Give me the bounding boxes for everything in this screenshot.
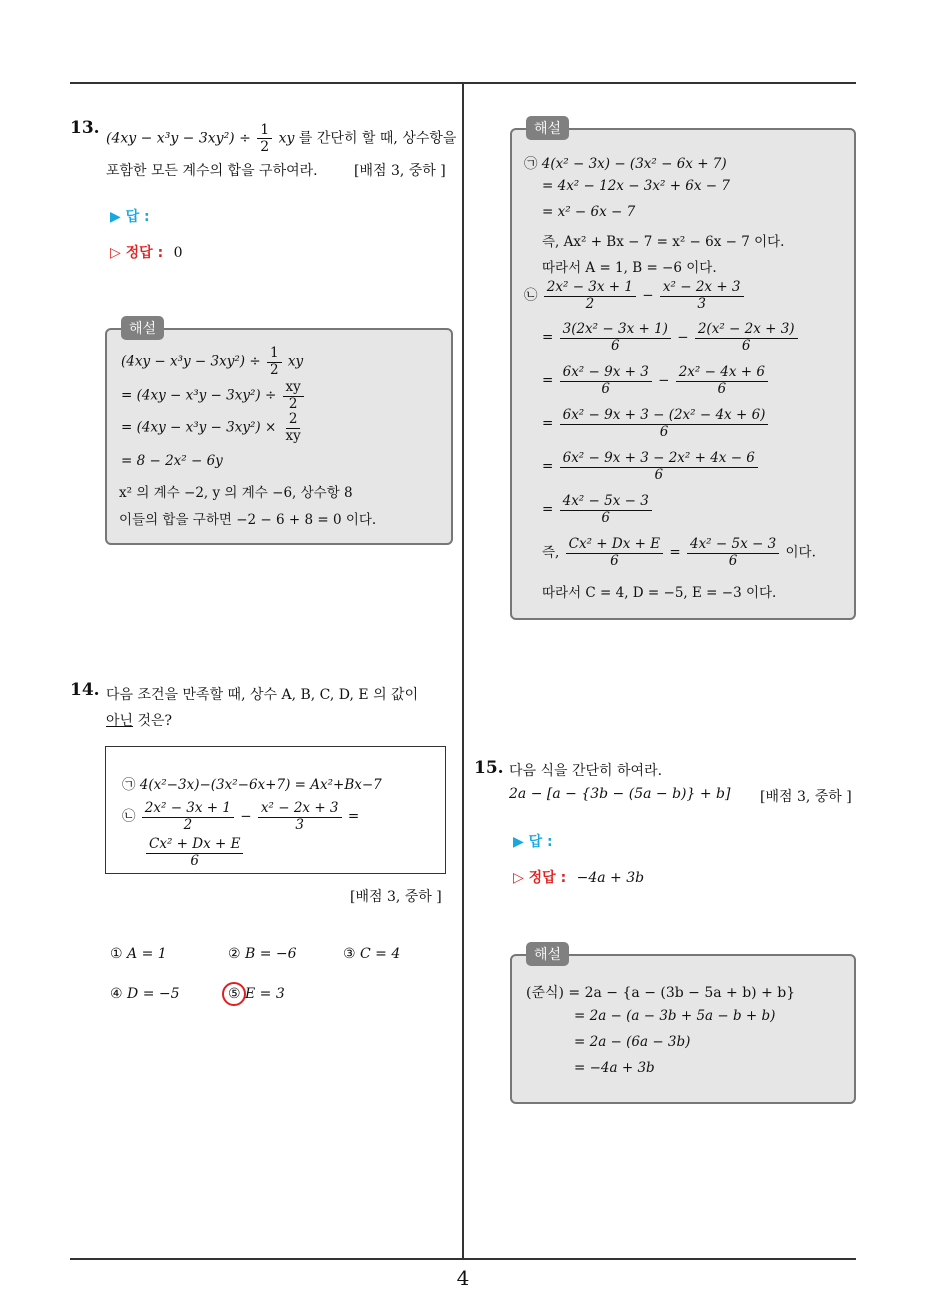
fraction-denominator: 2 bbox=[183, 816, 193, 833]
fraction-denominator: 2 bbox=[260, 139, 270, 156]
fraction-numerator: 1 bbox=[257, 122, 272, 139]
condition-2-mark: ㉡ bbox=[122, 808, 136, 825]
bottom-rule bbox=[70, 1258, 856, 1260]
solution-fraction bbox=[560, 451, 758, 483]
fraction-numerator: 2x² − 3x + 1 bbox=[544, 280, 636, 297]
solution-line-3 bbox=[121, 412, 306, 444]
question-15-correct bbox=[513, 867, 644, 887]
question-15-expr: 2a − [a − {3b − (5a − b)} + b] bbox=[509, 786, 731, 802]
solution-tag: 해설 bbox=[121, 316, 164, 340]
fraction-numerator: 6x² − 9x + 3 bbox=[560, 365, 652, 382]
question-13-expr: (4xy − x³y − 3xy²) ÷ bbox=[106, 130, 251, 147]
solution-expr-tail: xy bbox=[287, 353, 304, 370]
fraction-denominator: xy bbox=[285, 427, 301, 444]
fraction-denominator: 6 bbox=[717, 380, 727, 397]
fraction-denominator: 6 bbox=[190, 852, 200, 869]
fraction-numerator: 2(x² − 2x + 3) bbox=[695, 322, 798, 339]
condition-2-fraction-3 bbox=[146, 837, 243, 869]
fraction-numerator: x² − 2x + 3 bbox=[660, 280, 744, 297]
correct-value: −4a + 3b bbox=[576, 870, 645, 886]
question-15-solution-box bbox=[510, 947, 856, 1104]
solution-fraction bbox=[267, 346, 282, 378]
solution-line-7 bbox=[542, 322, 800, 354]
minus-sign: − bbox=[642, 287, 654, 304]
question-15-answer-label: ▶ 답 : bbox=[513, 834, 553, 850]
solution-line-4: = −4a + 3b bbox=[574, 1060, 655, 1076]
solution-line-9 bbox=[542, 408, 770, 440]
question-14-text2 bbox=[106, 710, 172, 730]
question-13-solution-box bbox=[105, 321, 453, 545]
equals-sign: = bbox=[542, 501, 554, 518]
fraction-denominator: 2 bbox=[288, 395, 298, 412]
question-13-expr-tail: xy bbox=[278, 130, 295, 147]
solution-fraction bbox=[695, 322, 798, 354]
question-14-condition-box bbox=[105, 746, 446, 874]
fraction-numerator: 3(2x² − 3x + 1) bbox=[560, 322, 671, 339]
solution-expr: 4(x² − 3x) − (3x² − 6x + 7) bbox=[541, 156, 727, 172]
correct-label: ▷ 정답 : bbox=[513, 870, 567, 886]
question-13-text2: 포함한 모든 계수의 합을 구하여라. bbox=[106, 163, 318, 179]
fraction-numerator: 2 bbox=[286, 412, 301, 429]
question-13-number: 13. bbox=[70, 118, 100, 138]
fraction-denominator: 6 bbox=[741, 337, 751, 354]
choice-1-text: A = 1 bbox=[127, 946, 167, 962]
solution-line-12 bbox=[542, 537, 816, 569]
question-13-line1 bbox=[106, 122, 456, 155]
minus-sign: − bbox=[658, 372, 670, 389]
equals-sign: = bbox=[542, 329, 554, 346]
choice-2-mark: ② bbox=[228, 946, 241, 962]
question-13-correct bbox=[110, 242, 183, 262]
choice-3[interactable] bbox=[343, 946, 400, 962]
solution-line-13: 따라서 C = 4, D = −5, E = −3 이다. bbox=[542, 585, 777, 601]
solution-tag: 해설 bbox=[526, 942, 569, 966]
solution-line-1 bbox=[121, 346, 303, 378]
choice-4-mark: ④ bbox=[110, 986, 123, 1002]
solution-fraction bbox=[676, 365, 768, 397]
fraction-numerator: 2x² − 3x + 1 bbox=[142, 801, 234, 818]
choice-5-text: E = 3 bbox=[245, 986, 285, 1002]
correct-label: ▷ 정답 : bbox=[110, 245, 164, 261]
fraction-denominator: 6 bbox=[610, 552, 619, 569]
equals-sign: = bbox=[669, 544, 681, 561]
solution-fraction bbox=[560, 365, 652, 397]
solution-line-6: 이들의 합을 구하면 −2 − 6 + 8 = 0 이다. bbox=[119, 512, 377, 528]
selected-answer-mark bbox=[222, 982, 246, 1006]
solution-line-3: = x² − 6x − 7 bbox=[542, 204, 636, 220]
solution-expr: = (4xy − x³y − 3xy²) × bbox=[121, 419, 277, 436]
solution-line-4: 즉, Ax² + Bx − 7 = x² − 6x − 7 이다. bbox=[542, 234, 785, 250]
solution-fraction bbox=[687, 537, 779, 569]
choice-2[interactable] bbox=[228, 946, 297, 962]
choice-3-mark: ③ bbox=[343, 946, 356, 962]
solution-line-5: 따라서 A = 1, B = −6 이다. bbox=[542, 260, 717, 276]
equals-sign: = bbox=[542, 415, 554, 432]
equals-sign: = bbox=[542, 372, 554, 389]
question-15-points: [배점 3, 중하 ] bbox=[760, 789, 852, 805]
fraction-numerator: 4x² − 5x − 3 bbox=[560, 494, 652, 511]
solution-line-4: = 8 − 2x² − 6y bbox=[121, 453, 223, 469]
solution-line-8 bbox=[542, 365, 770, 397]
fraction-denominator: 3 bbox=[295, 816, 304, 833]
fraction-numerator: xy bbox=[283, 380, 304, 397]
equals-sign: = bbox=[542, 458, 554, 475]
solution-fraction bbox=[560, 408, 769, 440]
fraction-numerator: 2x² − 4x + 6 bbox=[676, 365, 768, 382]
solution-line-3: = 2a − (6a − 3b) bbox=[574, 1034, 691, 1050]
question-14-underlined-word: 아닌 bbox=[106, 713, 134, 729]
solution-fraction bbox=[560, 322, 671, 354]
solution-line-2 bbox=[121, 380, 306, 412]
fraction-numerator: x² − 2x + 3 bbox=[258, 801, 342, 818]
fraction-numerator: Cx² + Dx + E bbox=[566, 537, 663, 554]
fraction-denominator: 6 bbox=[601, 380, 610, 397]
solution-expr: = (4xy − x³y − 3xy²) ÷ bbox=[121, 387, 277, 404]
solution-line-5: x² 의 계수 −2, y 의 계수 −6, 상수항 8 bbox=[119, 485, 353, 501]
fraction-denominator: 6 bbox=[610, 337, 620, 354]
solution-suffix: 이다. bbox=[785, 544, 816, 561]
fraction-numerator: 4x² − 5x − 3 bbox=[687, 537, 779, 554]
condition-2 bbox=[122, 801, 359, 833]
question-13-text1: 를 간단히 할 때, 상수항을 bbox=[298, 130, 457, 147]
fraction-numerator: 1 bbox=[267, 346, 282, 363]
question-14-solution-box bbox=[510, 121, 856, 620]
choice-1-mark: ① bbox=[110, 946, 123, 962]
solution-prefix: 즉, bbox=[542, 544, 560, 561]
page-number: 4 bbox=[456, 1266, 470, 1290]
fraction-denominator: 6 bbox=[654, 466, 664, 483]
solution-fraction bbox=[566, 537, 663, 569]
solution-fraction bbox=[283, 412, 304, 444]
solution-expr: (4xy − x³y − 3xy²) ÷ bbox=[121, 353, 261, 370]
question-13-answer-label: ▶ 답 : bbox=[110, 209, 150, 225]
solution-fraction bbox=[283, 380, 304, 412]
question-14-number: 14. bbox=[70, 680, 100, 700]
solution-line-11 bbox=[542, 494, 654, 526]
condition-2-equals: = bbox=[347, 808, 360, 825]
condition-2-fraction-1 bbox=[142, 801, 234, 833]
condition-1 bbox=[122, 773, 382, 793]
choice-5-mark: ⑤ bbox=[228, 986, 241, 1002]
solution-fraction bbox=[560, 494, 652, 526]
question-13-fraction bbox=[257, 122, 272, 155]
fraction-denominator: 6 bbox=[659, 423, 669, 440]
choice-4-text: D = −5 bbox=[127, 986, 180, 1002]
solution-fraction bbox=[544, 280, 636, 312]
question-14-text2-rest: 것은? bbox=[133, 713, 173, 729]
solution-line-10 bbox=[542, 451, 760, 483]
condition-1-expr: 4(x²−3x)−(3x²−6x+7) = Ax²+Bx−7 bbox=[139, 777, 382, 793]
question-13-points: [배점 3, 중하 ] bbox=[354, 163, 446, 179]
fraction-denominator: 2 bbox=[585, 295, 595, 312]
condition-2-fraction-2 bbox=[258, 801, 342, 833]
solution-line-1 bbox=[524, 152, 727, 172]
solution-tag: 해설 bbox=[526, 116, 569, 140]
correct-value: 0 bbox=[173, 245, 183, 261]
solution-fraction bbox=[660, 280, 744, 312]
question-14-text1: 다음 조건을 만족할 때, 상수 A, B, C, D, E 의 값이 bbox=[106, 687, 419, 703]
fraction-denominator: 3 bbox=[697, 295, 706, 312]
question-15-text: 다음 식을 간단히 하여라. bbox=[509, 763, 663, 779]
solution-line-1: (준식) = 2a − {a − (3b − 5a + b) + b} bbox=[526, 985, 796, 1001]
solution-line-6 bbox=[524, 280, 746, 312]
choice-2-text: B = −6 bbox=[245, 946, 297, 962]
condition-2-rhs bbox=[144, 837, 245, 869]
question-15-number: 15. bbox=[474, 758, 504, 778]
fraction-numerator: 6x² − 9x + 3 − (2x² − 4x + 6) bbox=[560, 408, 769, 425]
choice-4[interactable] bbox=[110, 986, 180, 1002]
question-14-points: [배점 3, 중하 ] bbox=[350, 889, 442, 905]
minus-sign: − bbox=[677, 329, 689, 346]
condition-1-mark: ㉠ bbox=[122, 777, 136, 793]
fraction-denominator: 6 bbox=[601, 509, 610, 526]
choice-1[interactable] bbox=[110, 946, 167, 962]
fraction-denominator: 6 bbox=[728, 552, 738, 569]
fraction-numerator: Cx² + Dx + E bbox=[146, 837, 243, 854]
condition-2-minus: − bbox=[240, 808, 252, 825]
solution-mark-2: ㉡ bbox=[524, 287, 538, 304]
fraction-denominator: 2 bbox=[269, 361, 279, 378]
choice-3-text: C = 4 bbox=[360, 946, 401, 962]
solution-mark-1: ㉠ bbox=[524, 156, 538, 172]
solution-line-2: = 2a − (a − 3b + 5a − b + b) bbox=[574, 1008, 776, 1024]
column-divider bbox=[462, 84, 464, 1258]
fraction-numerator: 6x² − 9x + 3 − 2x² + 4x − 6 bbox=[560, 451, 758, 468]
solution-line-2: = 4x² − 12x − 3x² + 6x − 7 bbox=[542, 178, 730, 194]
